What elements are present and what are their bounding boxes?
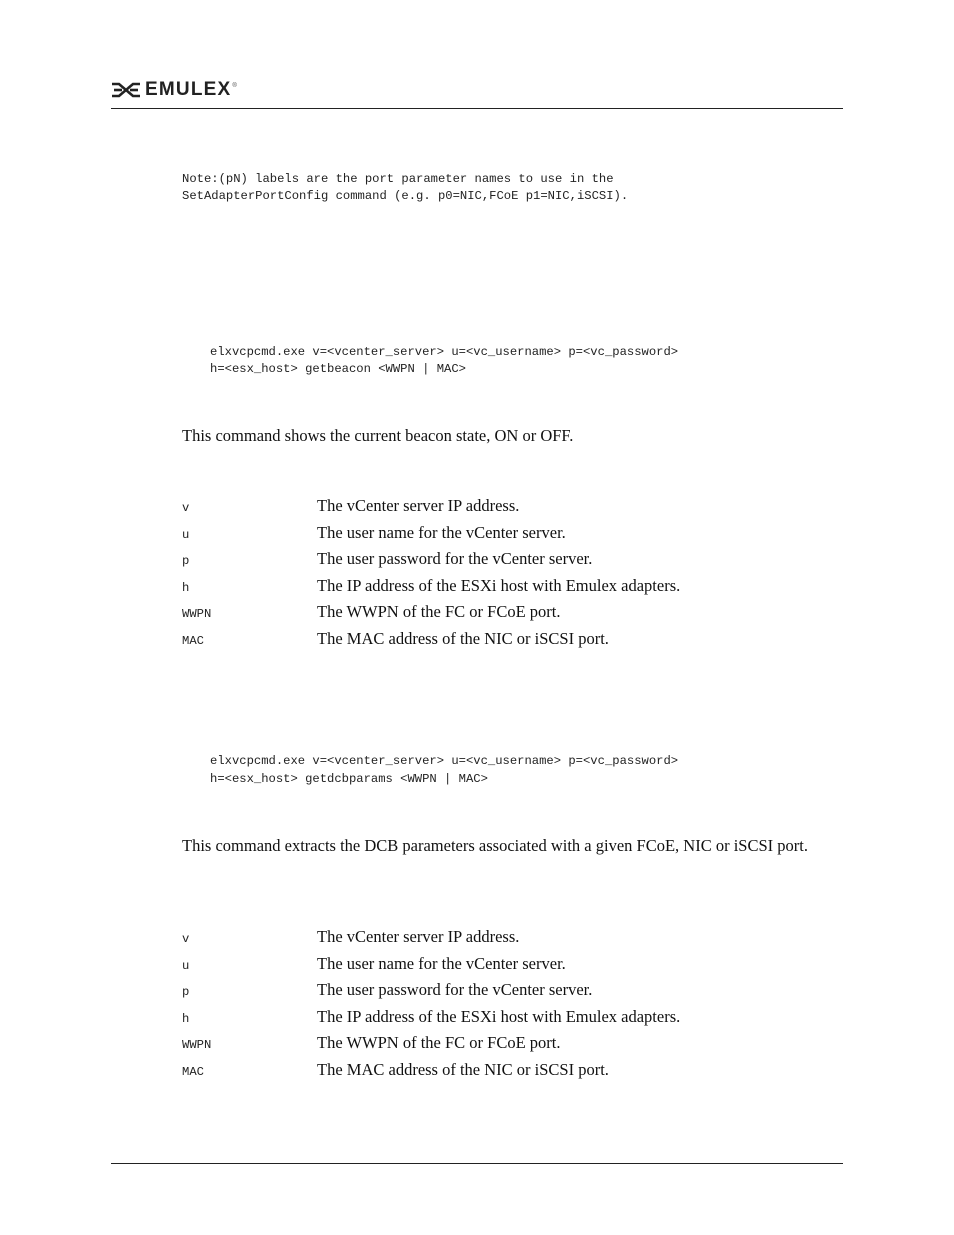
param-name: u [182,527,190,542]
getdcbparams-description: This command extracts the DCB parameters associated with a given FCoE, NIC or iSCSI port. [182,836,808,855]
getbeacon-syntax-line-2: h=<esx_host> getbeacon <WWPN | MAC> [210,362,466,376]
note-line-2: SetAdapterPortConfig command (e.g. p0=NIC,FCoE p1=NIC,iSCSI). [182,189,629,203]
param-name: p [182,985,190,999]
logo-text: EMULEX [145,79,232,100]
param-description: The MAC address of the NIC or iSCSI port. [317,1059,609,1079]
table-row [182,980,822,1007]
param-description: The user name for the vCenter server. [317,953,566,973]
logo-trademark: ® [232,83,237,89]
table-row [182,1033,822,1060]
param-description: The user password for the vCenter server. [317,549,593,568]
table-row [182,523,822,550]
table-row [182,602,822,629]
param-name: u [182,958,190,973]
param-name: v [182,501,190,515]
param-description: The user name for the vCenter server. [317,522,566,542]
param-name: h [182,580,190,595]
table-row [182,496,822,523]
param-description: The IP address of the ESXi host with Emulex adapters. [317,575,681,595]
param-name: MAC [182,633,204,648]
getbeacon-syntax-line-1: elxvcpcmd.exe v=<vcenter_server> u=<vc_username> p=<vc_password> [210,345,679,359]
table-row [182,1060,822,1087]
table-row [182,1007,822,1034]
table-row [182,629,822,656]
param-name: WWPN [182,607,212,621]
param-name: v [182,932,190,946]
param-name: WWPN [182,1038,212,1052]
getbeacon-description: This command shows the current beacon state, ON or OFF. [182,426,574,445]
table-row [182,576,822,603]
param-description: The WWPN of the FC or FCoE port. [317,602,561,621]
emulex-logo [111,80,237,100]
param-description: The user password for the vCenter server. [317,980,593,999]
note-line-1: Note:(pN) labels are the port parameter names to use in the [182,172,614,186]
param-name: MAC [182,1064,204,1079]
getdcbparams-parameter-table [182,927,822,1086]
param-name: h [182,1011,190,1026]
getbeacon-parameter-table [182,496,822,655]
param-description: The IP address of the ESXi host with Emulex adapters. [317,1006,681,1026]
getdcbparams-syntax-line-1: elxvcpcmd.exe v=<vcenter_server> u=<vc_username> p=<vc_password> [210,754,679,768]
header-rule [111,108,843,109]
param-description: The MAC address of the NIC or iSCSI port. [317,628,609,648]
emulex-logo-icon [111,82,141,98]
table-row [182,927,822,954]
table-row [182,549,822,576]
getdcbparams-syntax-line-2: h=<esx_host> getdcbparams <WWPN | MAC> [210,772,488,786]
param-name: p [182,554,190,568]
footer-rule [111,1163,843,1164]
param-description: The WWPN of the FC or FCoE port. [317,1033,561,1052]
param-description: The vCenter server IP address. [317,927,520,946]
param-description: The vCenter server IP address. [317,496,520,515]
table-row [182,954,822,981]
